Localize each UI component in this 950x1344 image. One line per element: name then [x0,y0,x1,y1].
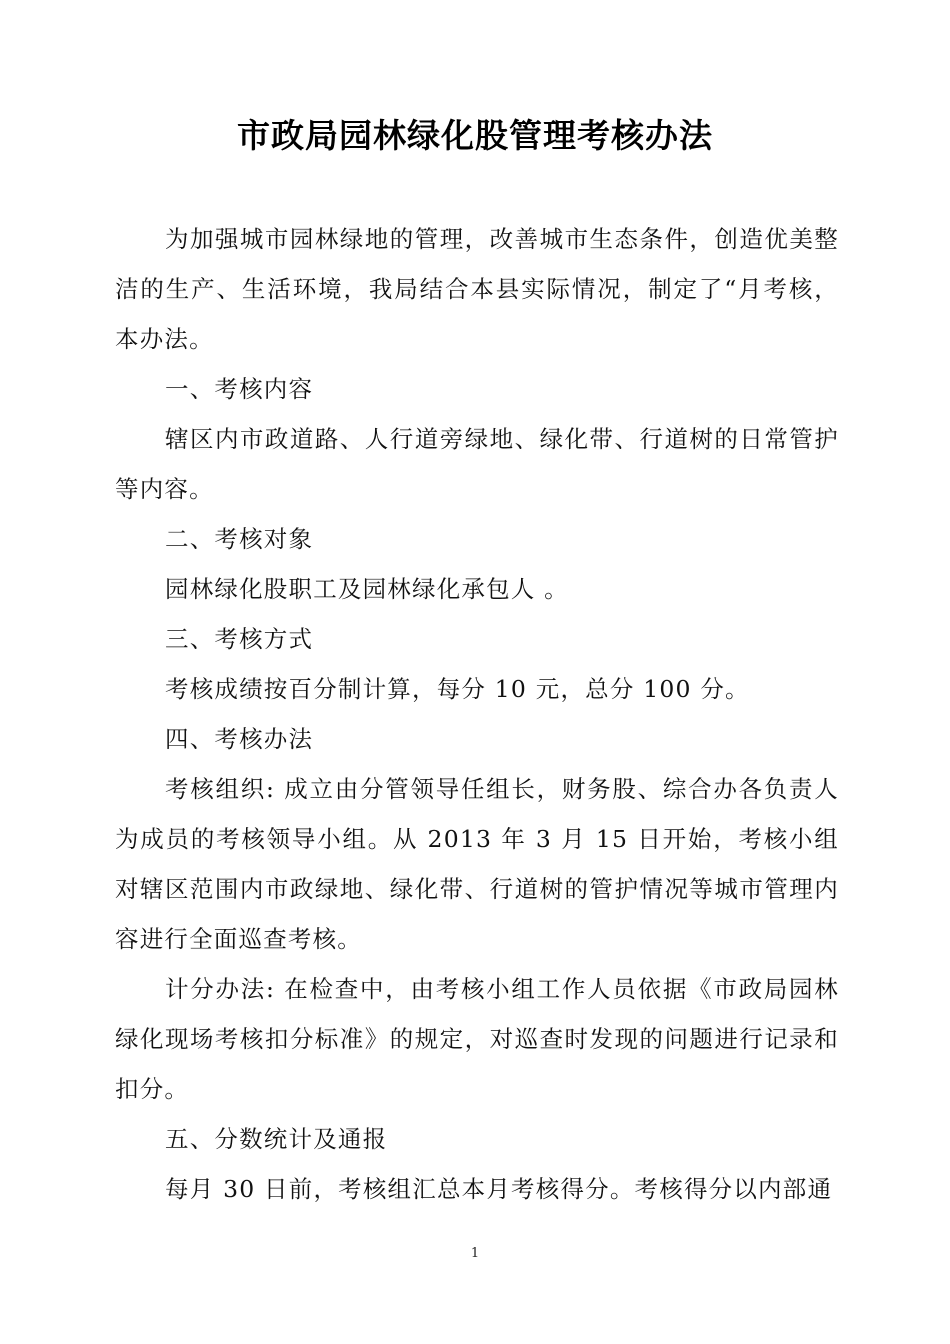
section-heading-2: 二、考核对象 [165,525,314,553]
section-1-paragraph: 辖区内市政道路、人行道旁绿地、绿化带、行道树的日常管护等内容。 [115,425,839,503]
document-title: 市政局园林绿化股管理考核办法 [237,116,713,155]
section-4-paragraph-scoring: 计分办法: 在检查中，由考核小组工作人员依据《市政局园林绿化现场考核扣分标准》的规定，对巡查时发现的问题进行记录和扣分。 [115,975,839,1103]
section-3-paragraph: 考核成绩按百分制计算，每分 10 元，总分 100 分。 [165,675,750,703]
document-body [115,214,839,1214]
intro-paragraph: 为加强城市园林绿地的管理，改善城市生态条件，创造优美整洁的生产、生活环境，我局结合本县实际情况，制定了“月考核，本办法。 [115,225,839,353]
section-heading-5: 五、分数统计及通报 [165,1125,388,1153]
page-number: 1 [470,1246,480,1261]
section-5-paragraph: 每月 30 日前，考核组汇总本月考核得分。考核得分以内部通 [165,1175,833,1203]
section-heading-3: 三、考核方式 [165,625,314,653]
section-2-paragraph: 园林绿化股职工及园林绿化承包人 。 [165,575,569,603]
section-heading-1: 一、考核内容 [165,375,314,403]
section-4-paragraph-organization: 考核组织: 成立由分管领导任组长，财务股、综合办各负责人为成员的考核领导小组。从 2013 年 3 月 15 日开始，考核小组对辖区范围内市政绿地、绿化带、行道树的管护情况等城市管理内容进行全面巡查考核。 [115,775,839,953]
section-heading-4: 四、考核办法 [165,725,314,753]
